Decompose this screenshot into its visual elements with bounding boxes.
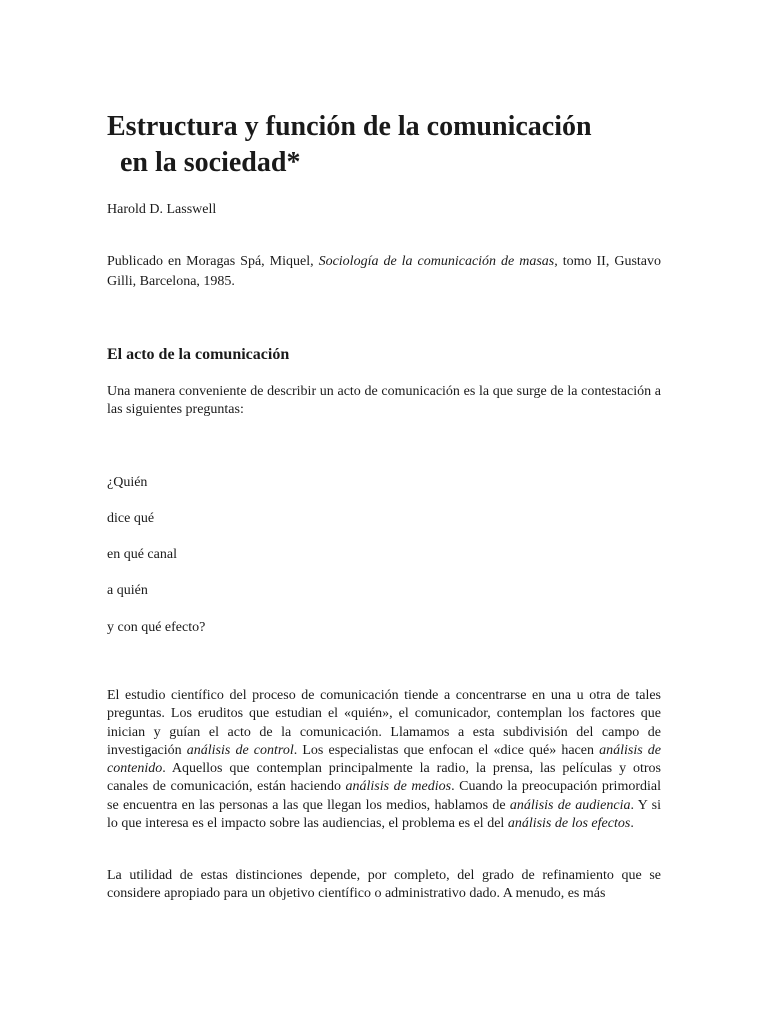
title-line-1: Estructura y función de la comunicación <box>107 111 592 142</box>
body-paragraph-2: La utilidad de estas distinciones depende, por completo, del grado de refinamiento que se considere apropiado para un objetivo científico o administrativo dado. A menudo, es más <box>107 868 661 902</box>
citation <box>107 252 661 292</box>
title-line-2: en la sociedad* <box>120 147 301 178</box>
question-item: en qué canal <box>107 547 177 562</box>
question-item: y con qué efecto? <box>107 620 206 635</box>
italic-term: análisis de control <box>186 742 294 758</box>
text-run: . Los especialistas que enfocan el «dice qué» hacen <box>293 742 600 758</box>
question-item: a quién <box>107 583 148 598</box>
text-run: . <box>630 816 634 832</box>
text-run: . Aquellos que contemplan principalmente la radio, la prensa, las películas y otros canales de comunicación, están haciendo <box>107 761 661 795</box>
italic-term: Sociología de la comunicación de masas <box>318 254 555 269</box>
italic-term: análisis de contenido <box>107 742 661 777</box>
intro-paragraph: Una manera conveniente de describir un acto de comunicación es la que surge de la contestación a las siguientes preguntas: <box>107 384 661 418</box>
text-run: . Y si lo que interesa es el impacto sobre las audiencias, el problema es el del <box>107 797 661 832</box>
question-item: dice qué <box>107 511 155 526</box>
text-run: . Cuando la preocupación primordial se encuentra en las personas a las que llegan los medios, hablamos de <box>107 779 661 813</box>
section-heading: El acto de la comunicación <box>107 346 290 363</box>
question-item: ¿Quién <box>107 475 148 490</box>
text-run: , tomo II, Gustavo Gilli, Barcelona, 1985. <box>107 254 661 289</box>
body-paragraph-1 <box>107 687 661 833</box>
italic-term: análisis de medios <box>345 779 452 795</box>
italic-term: análisis de audiencia <box>509 797 631 813</box>
author-name: Harold D. Lasswell <box>107 202 217 217</box>
italic-term: análisis de los efectos <box>507 816 631 832</box>
text-run: El estudio científico del proceso de comunicación tiende a concentrarse en una u otra de tales preguntas. Los eruditos que estudian el «quién», el comunicador, contemplan los factores que inician y guían el acto de la comunicación. Llamamos a esta subdivisión del campo de investigación <box>107 688 661 758</box>
document-title <box>107 109 667 181</box>
text-run: Publicado en Moragas Spá, Miquel, <box>107 254 319 269</box>
